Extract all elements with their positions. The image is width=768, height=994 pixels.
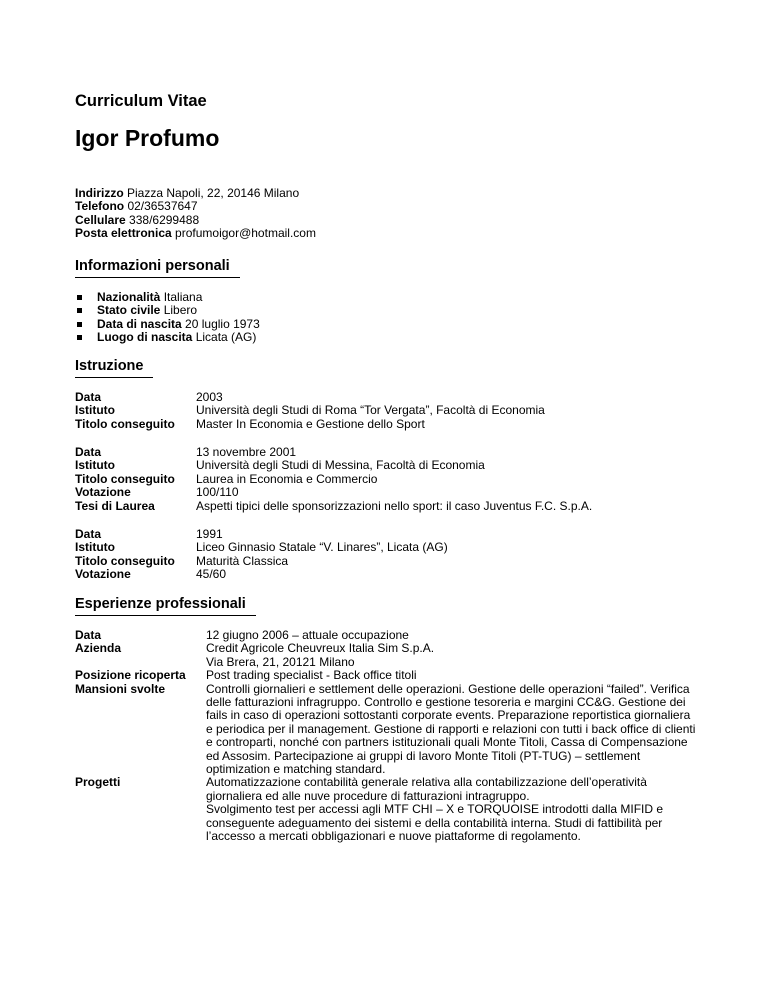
section-title-personal: Informazioni personali [75, 258, 240, 278]
contact-block [75, 187, 316, 241]
list-item: Luogo di nascita Licata (AG) [75, 331, 260, 344]
education-entry: Data 13 novembre 2001 Istituto Università degli Studi di Messina, Facoltà di Economia Titolo conseguito Laurea in Economia e Commercio Votazione 100/110 Tesi di Laurea Aspetti tipici delle sponsorizzazioni nello sport: il caso Juventus F.C. S.p.A. [75, 445, 593, 513]
contact-email: Posta elettronica profumoigor@hotmail.com [75, 226, 316, 241]
education-entry: Data 2003 Istituto Università degli Studi di Roma “Tor Vergata”, Facoltà di Economia Titolo conseguito Master In Economia e Gestione dello Sport [75, 390, 545, 431]
contact-mobile: Cellulare 338/6299488 [75, 212, 200, 227]
experience-entry: Data 12 giugno 2006 – attuale occupazione Azienda Credit Agricole Cheuvreux Italia Sim S.p.A. Via Brera, 21, 20121 Milano Posizione ricoperta Post trading specialist - Back office titoli Mansioni svolte Controlli giornalieri e settlement delle operazioni. Gestione delle operazioni “failed”. Verifica delle fatturazioni infragruppo. Controllo e gestione tesoreria e margini CC&G. Gestione dei fails in caso di operazioni sottostanti corporate events. Preparazione reportistica giornaliera e periodica per il management. Gestione di rapporti e relazioni con tutti i back office di clienti e controparti, nonché con partners istituzionali quali Monte Titoli, Cassa di Compensazione ed Assosim. Partecipazione ai gruppi di lavoro Monte Titoli (PT-TUG) – settlement optimization e matching standard. Progetti Automatizzazione contabilità generale relativa alla contabilizzazione dell’operatività giornaliera ed alle nuve procedure di fatturazioni intragruppo. Svolgimento test per accessi agli MTF CHI – X e TORQUOISE introdotti dalla MIFID e conseguente adeguamento dei sistemi e della contabilità interna. Studi di fattibilità per l’accesso a mercati obbligazionari e nuove piattaforme di regolamento. [75, 628, 696, 844]
document-label: Curriculum Vitae [75, 92, 207, 110]
bullet-icon [77, 295, 82, 300]
contact-address: Indirizzo Piazza Napoli, 22, 20146 Milano [75, 186, 300, 200]
bullet-icon [77, 322, 82, 327]
personal-info-list [75, 291, 260, 345]
contact-phone: Telefono 02/36537647 [75, 199, 198, 214]
section-title-education: Istruzione [75, 358, 153, 378]
list-item: Data di nascita 20 luglio 1973 [75, 318, 260, 331]
bullet-icon [77, 308, 82, 313]
list-item: Stato civile Libero [75, 304, 260, 317]
bullet-icon [77, 335, 82, 340]
education-entry: Data 1991 Istituto Liceo Ginnasio Statale “V. Linares”, Licata (AG) Titolo conseguito Maturità Classica Votazione 45/60 [75, 527, 448, 582]
list-item: Nazionalità Italiana [75, 291, 260, 304]
section-title-experience: Esperienze professionali [75, 596, 256, 616]
candidate-name: Igor Profumo [75, 125, 220, 151]
